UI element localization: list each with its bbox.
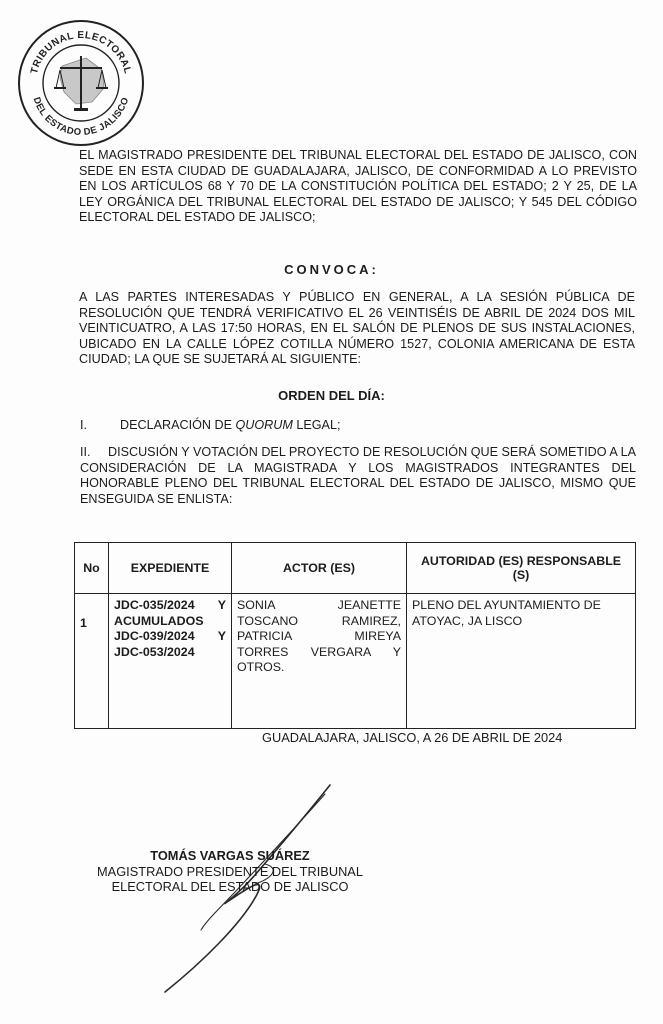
seal-top-text: TRIBUNAL ELECTORAL [28, 29, 134, 76]
agenda-item-1 [80, 418, 340, 432]
place-date: GUADALAJARA, JALISCO, A 26 DE ABRIL DE 2024 [262, 730, 563, 745]
agenda-item-2-text: DISCUSIÓN Y VOTACIÓN DEL PROYECTO DE RESOLUCIÓN QUE SERÁ SOMETIDO A LA CONSIDERACIÓN DE LA MAGISTRADA Y LOS MAGISTRADOS INTEGRANTES DEL HONORABLE PLENO DEL TRIBUNAL ELECTORAL DEL ESTADO DE JALISCO, MISMO QUE ENSEGUIDA SE ENLISTA: [80, 445, 636, 506]
intro-paragraph: EL MAGISTRADO PRESIDENTE DEL TRIBUNAL ELECTORAL DEL ESTADO DE JALISCO, CON SEDE EN ESTA CIUDAD DE GUADALAJARA, JALISCO, DE CONFORMIDAD A LO PREVISTO EN LOS ARTÍCULOS 68 Y 70 DE LA CONSTITUCIÓN POLÍTICA DEL ESTADO; 2 Y 25, DE LA LEY ORGÁNICA DEL TRIBUNAL ELECTORAL DEL ESTADO DE JALISCO; Y 545 DEL CÓDIGO ELECTORAL DEL ESTADO DE JALISCO; [79, 148, 637, 225]
signatory-title-2: ELECTORAL DEL ESTADO DE JALISCO [111, 879, 349, 894]
agenda-item-2 [80, 445, 636, 507]
table-header-row [75, 543, 636, 594]
invitation-paragraph: A LAS PARTES INTERESADAS Y PÚBLICO EN GENERAL, A LA SESIÓN PÚBLICA DE RESOLUCIÓN QUE TENDRÁ VERIFICATIVO EL 26 VEINTISÉIS DE ABRIL DE 2024 DOS MIL VEINTICUATRO, A LAS 17:50 HORAS, EN EL SALÓN DE PLENOS DE SUS INSTALACIONES, UBICADO EN LA CALLE LÓPEZ COTILLA NÚMERO 1527, COLONIA AMERICANA DE ESTA CIUDAD; LA QUE SE SUJETARÁ AL SIGUIENTE: [79, 290, 635, 367]
actor-line: TOSCANO RAMIREZ, [237, 613, 401, 628]
header-autoridad: AUTORIDAD (ES) RESPONSABLE (S) [407, 543, 636, 594]
expediente-line: JDC-053/2024 [114, 644, 195, 659]
cases-table [74, 542, 636, 729]
convoca-heading: CONVOCA: [284, 262, 379, 277]
header-actor: ACTOR (ES) [232, 543, 407, 594]
signatory-title-1: MAGISTRADO PRESIDENTE DEL TRIBUNAL [97, 863, 363, 879]
actor-line: OTROS. [237, 660, 285, 674]
expediente-line: JDC-035/2024 Y [114, 598, 226, 612]
row-autoridad: PLENO DEL AYUNTAMIENTO DE ATOYAC, JA LISCO [407, 594, 636, 729]
table-row [75, 594, 636, 729]
tribunal-seal [16, 18, 146, 148]
row-expediente [109, 594, 232, 729]
actor-line: SONIA JEANETTE [237, 598, 401, 612]
signatory-name: TOMÁS VARGAS SUÁREZ [150, 848, 310, 863]
actor-line: TORRES VERGARA Y [237, 644, 401, 659]
expediente-line: JDC-039/2024 Y [114, 629, 226, 643]
actor-line: PATRICIA MIREYA [237, 629, 401, 643]
agenda-item-2-number: II. [80, 445, 91, 459]
agenda-item-1-italic: QUORUM [235, 418, 293, 432]
agenda-item-1-text-before: DECLARACIÓN DE [120, 418, 236, 432]
seal-bottom-text: DEL ESTADO DE JALISCO [30, 95, 132, 139]
row-actor [232, 594, 407, 729]
row-no: 1 [75, 594, 109, 729]
orden-del-dia-heading: ORDEN DEL DÍA: [278, 388, 385, 403]
header-expediente: EXPEDIENTE [109, 543, 232, 594]
header-no: No [75, 543, 109, 594]
expediente-line: ACUMULADOS [114, 613, 204, 628]
agenda-item-1-number: I. [80, 418, 87, 432]
signatory-block [60, 848, 400, 895]
agenda-item-1-text-after: LEGAL; [292, 418, 341, 432]
